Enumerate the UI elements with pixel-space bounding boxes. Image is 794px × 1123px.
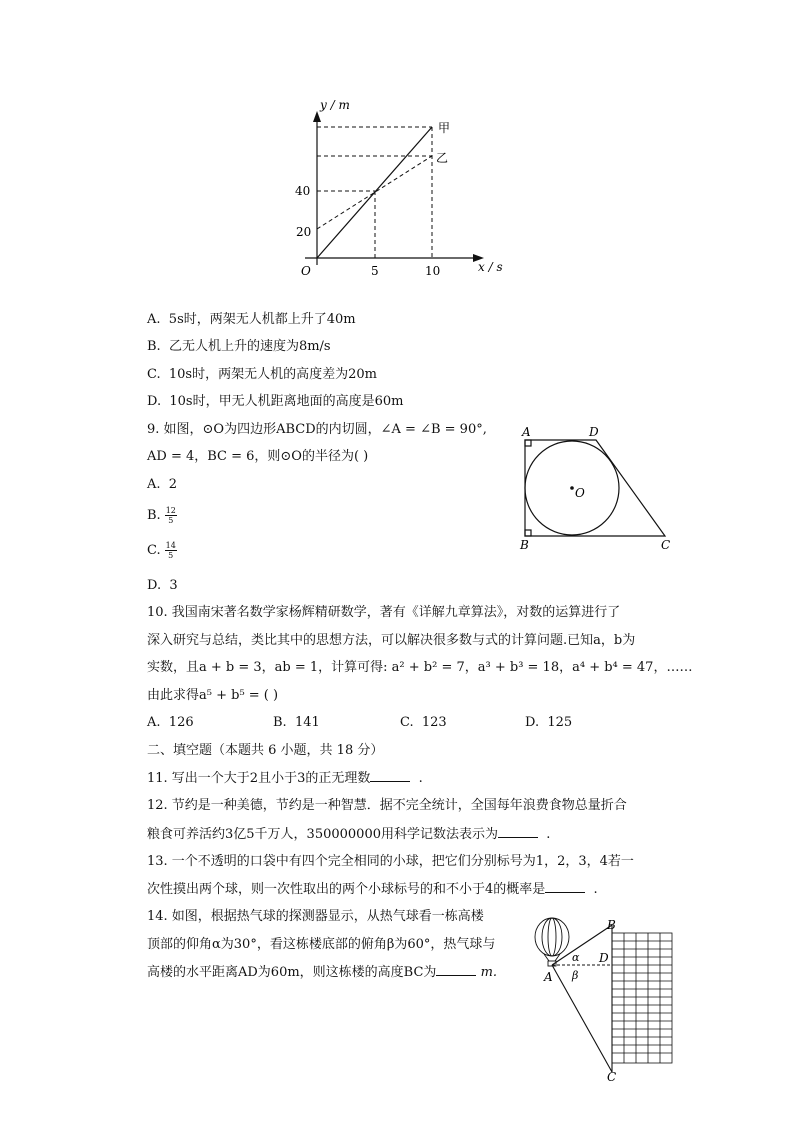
q10-stem-line4: 由此求得a⁵ + b⁵ = ( ) [147,688,279,703]
building [612,933,672,1063]
x-tick-5: 5 [371,264,379,278]
answer-blank [370,769,410,782]
right-angle-a [525,440,531,446]
q13-stem-line1: 13. 一个不透明的口袋中有四个完全相同的小球，把它们分别标号为1，2，3，4若一 [147,854,634,869]
q14-stem-line3: 高楼的水平距离AD为60m，则这栋楼的高度BC为 m. [147,965,498,980]
q9-stem-line2: AD = 4，BC = 6，则⊙O的半径为( ) [147,449,369,464]
y-axis-label: y / m [320,98,350,112]
answer-blank [436,963,476,976]
fraction-12-5: $\frac{12}{5}$ [165,506,176,525]
q9-option-a: A. 2 [147,477,178,492]
series-jia-label: 甲 [438,121,451,135]
y-tick-20: 20 [296,225,312,239]
label-beta: β [572,969,579,982]
label-b: B [520,538,529,552]
answer-blank [498,825,538,838]
q13-stem-line2: 次性摸出两个球，则一次性取出的两个小球标号的和不小于4的概率是 . [147,882,598,897]
label-c: C [661,538,671,552]
label-a: A [522,425,531,439]
series-jia-line [317,127,432,258]
q8-option-b: B. 乙无人机上升的速度为8m/s [147,339,331,354]
x-tick-10: 10 [425,264,441,278]
label-o: O [575,486,585,500]
q14-stem-line1: 14. 如图，根据热气球的探测器显示，从热气球看一栋高楼 [147,909,484,924]
q10-option-d: D. 125 [525,715,573,730]
label-d: D [589,425,599,439]
label-a: A [544,970,553,984]
q8-option-c: C. 10s时，两架无人机的高度差为20m [147,367,377,382]
q8-option-d: D. 10s时，甲无人机距离地面的高度是60m [147,394,404,409]
series-yi-label: 乙 [436,151,449,165]
section-heading-fill-in: 二、填空题（本题共 6 小题，共 18 分） [147,743,384,758]
q10-stem-line1: 10. 我国南宋著名数学家杨辉精研数学，著有《详解九章算法》，对数的运算进行了 [147,605,621,620]
center-o-dot [570,486,574,490]
x-axis-label: x / s [478,260,503,274]
line-ac [552,965,612,1072]
q10-option-a: A. 126 [147,715,194,730]
label-b: B [607,918,616,932]
hot-air-balloon [535,918,569,966]
q14-stem-line2: 顶部的仰角α为30°，看这栋楼底部的俯角β为60°，热气球与 [147,937,496,952]
right-angle-b [525,530,531,536]
q11-stem: 11. 写出一个大于2且小于3的正无理数 . [147,771,423,786]
q9-option-b: B. $\frac{12}{5}$ [147,506,176,525]
q9-option-d: D. 3 [147,578,178,593]
q10-option-b: B. 141 [273,715,320,730]
q12-stem-line2: 粮食可养活约3亿5千万人，350000000用科学记数法表示为 . [147,827,551,842]
q8-line-graph [290,95,520,285]
y-axis-arrow [313,111,321,122]
fraction-14-5: $\frac{14}{5}$ [165,541,176,560]
q10-option-c: C. 123 [400,715,447,730]
answer-blank [545,880,585,893]
quadrilateral-abcd [525,440,665,536]
q8-option-a: A. 5s时，两架无人机都上升了40m [147,312,356,327]
q9-incircle-figure [512,424,684,554]
q9-stem-line1: 9. 如图，⊙O为四边形ABCD的内切圆，∠A = ∠B = 90°, [147,422,487,437]
origin-label: O [301,264,311,278]
q10-stem-line3: 实数，且a + b = 3，ab = 1，计算可得: a² + b² = 7，a³ + b³ = 18，a⁴ + b⁴ = 47，…… [147,660,693,675]
label-d: D [599,951,609,965]
label-c: C [607,1070,617,1084]
label-alpha: α [572,951,580,964]
q9-option-c: C. $\frac{14}{5}$ [147,541,176,560]
y-tick-40: 40 [295,184,311,198]
q10-stem-line2: 深入研究与总结，类比其中的思想方法，可以解决很多数与式的计算问题.已知a，b为 [147,633,636,648]
q12-stem-line1: 12. 节约是一种美德，节约是一种智慧．据不完全统计，全国每年浪费食物总量折合 [147,798,627,813]
q14-balloon-building-figure [530,915,690,1085]
